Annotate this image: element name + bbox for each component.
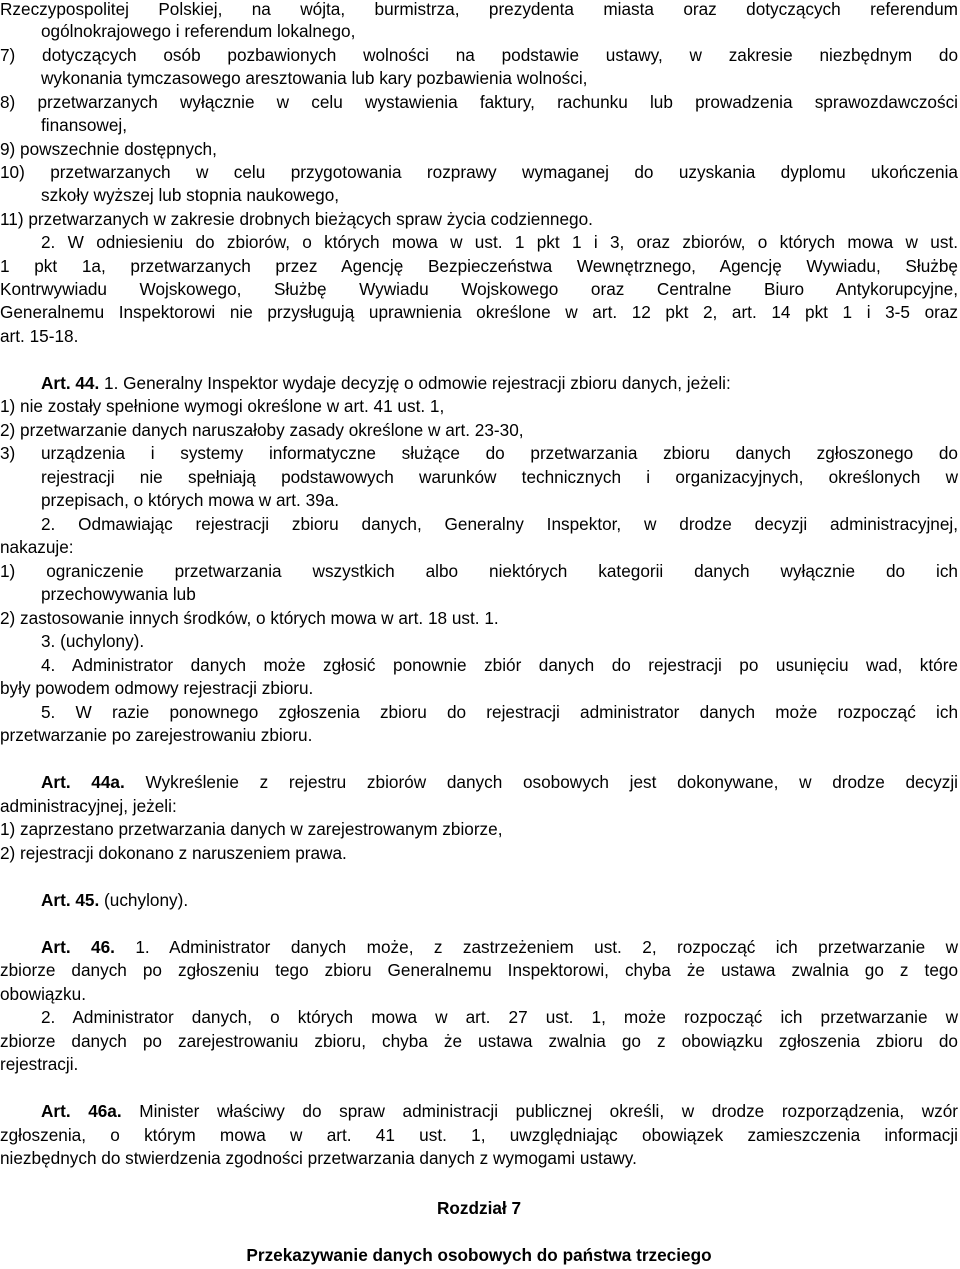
article-text: (uchylony). [99,890,189,910]
paragraph-line: rejestracji. [0,1054,79,1074]
article-text: 1. Administrator danych może, z zastrzeżeniem ust. 2, rozpocząć ich przetwarzanie w [114,937,958,957]
list-item: 8) przetwarzanych wyłącznie w celu wystawienia faktury, rachunku lub prowadzenia sprawozdawczości [0,92,958,112]
article-heading-line [41,888,958,912]
paragraph-line: obowiązku. [0,984,86,1004]
article-heading-line [41,1099,958,1123]
text-line: Rzeczypospolitej Polskiej, na wójta, burmistrza, prezydenta miasta oraz dotyczących referendum [0,0,958,19]
list-item: 2) przetwarzanie danych naruszałoby zasady określone w art. 23-30, [0,420,524,440]
list-item: 2) rejestracji dokonano z naruszeniem prawa. [0,843,347,863]
text-line: szkoły wyższej lub stopnia naukowego, [41,185,340,205]
paragraph-line: art. 15-18. [0,326,79,346]
article-number: Art. 45. [41,890,100,910]
article-heading-line [41,770,958,794]
paragraph-line: 1 pkt 1a, przetwarzanych przez Agencję Bezpieczeństwa Wewnętrznego, Agencję Wywiadu, Służbę [0,256,958,276]
list-item: 2) zastosowanie innych środków, o których mowa w art. 18 ust. 1. [0,608,499,628]
paragraph-line: Generalnemu Inspektorowi nie przysługują uprawnienia określone w art. 12 pkt 2, art. 14 pkt 1 i 3-5 oraz [0,302,958,322]
paragraph-line: przetwarzanie po zarejestrowaniu zbioru. [0,725,313,745]
article-heading-line [41,935,958,959]
text-line: przechowywania lub [41,584,196,604]
list-item: 1) nie zostały spełnione wymogi określone w art. 41 ust. 1, [0,396,445,416]
list-item: 1) ograniczenie przetwarzania wszystkich albo niektórych kategorii danych wyłącznie do ich [0,561,958,581]
article-text: Wykreślenie z rejestru zbiorów danych osobowych jest dokonywane, w drodze decyzji [124,772,959,792]
paragraph-line: były powodem odmowy rejestracji zbioru. [0,678,314,698]
paragraph-line: 2. Administrator danych, o których mowa w art. 27 ust. 1, może rozpocząć ich przetwarzanie w [41,1007,958,1027]
paragraph-line: administracyjnej, jeżeli: [0,796,177,816]
list-item: 1) zaprzestano przetwarzania danych w zarejestrowanym zbiorze, [0,819,503,839]
list-item: 10) przetwarzanych w celu przygotowania rozprawy wymaganej do uzyskania dyplomu ukończenia [0,162,958,182]
article-number: Art. 46. [41,937,115,957]
list-item: 11) przetwarzanych w zakresie drobnych bieżących spraw życia codziennego. [0,209,593,229]
article-number: Art. 44a. [41,772,125,792]
paragraph-line: zbiorze danych po zgłoszeniu tego zbioru Generalnemu Inspektorowi, chyba że ustawa zwalnia go z tego [0,960,958,980]
paragraph-line: 3. (uchylony). [41,631,145,651]
paragraph-line: nakazuje: [0,537,74,557]
article-number: Art. 44. [41,373,100,393]
article-text: 1. Generalny Inspektor wydaje decyzję o odmowie rejestracji zbioru danych, jeżeli: [99,373,731,393]
article-number: Art. 46a. [41,1101,122,1121]
paragraph-line: zgłoszenia, o którym mowa w art. 41 ust. 1, uwzględniając obowiązek zamieszczenia informacji [0,1125,958,1145]
text-line: ogólnokrajowego i referendum lokalnego, [41,21,356,41]
chapter-number: Rozdział 7 [436,1198,522,1218]
chapter-title: Przekazywanie danych osobowych do państwa trzeciego [246,1245,712,1265]
text-line: wykonania tymczasowego aresztowania lub kary pozbawienia wolności, [41,68,588,88]
list-item: 9) powszechnie dostępnych, [0,139,217,159]
paragraph-line: 4. Administrator danych może zgłosić ponownie zbiór danych do rejestracji po usunięciu wad, które [41,655,958,675]
paragraph-line: Kontrwywiadu Wojskowego, Służbę Wywiadu Wojskowego oraz Centralne Biuro Antykorupcyjne, [0,279,958,299]
text-line: przepisach, o których mowa w art. 39a. [41,490,340,510]
paragraph-line: zbiorze danych po zarejestrowaniu zbioru, chyba że ustawa zwalnia go z obowiązku zgłoszenia zbioru do [0,1031,958,1051]
text-line: finansowej, [41,115,127,135]
paragraph-line: 2. W odniesieniu do zbiorów, o których mowa w ust. 1 pkt 1 i 3, oraz zbiorów, o których mowa w ust. [41,232,958,252]
article-text: Minister właściwy do spraw administracji publicznej określi, w drodze rozporządzenia, wzór [121,1101,959,1121]
paragraph-line: niezbędnych do stwierdzenia zgodności przetwarzania danych z wymogami ustawy. [0,1148,637,1168]
text-line: rejestracji nie spełniają podstawowych warunków technicznych i organizacyjnych, określonych w [41,467,958,487]
paragraph-line: 2. Odmawiając rejestracji zbioru danych, Generalny Inspektor, w drodze decyzji administracyjnej, [41,514,958,534]
list-item: 7) dotyczących osób pozbawionych wolności na podstawie ustawy, w zakresie niezbędnym do [0,45,958,65]
paragraph-line: 5. W razie ponownego zgłoszenia zbioru do rejestracji administrator danych może rozpocząć ich [41,702,958,722]
article-heading-line [41,371,958,395]
list-item: 3) urządzenia i systemy informatyczne służące do przetwarzania zbioru danych zgłoszonego do [0,443,958,463]
